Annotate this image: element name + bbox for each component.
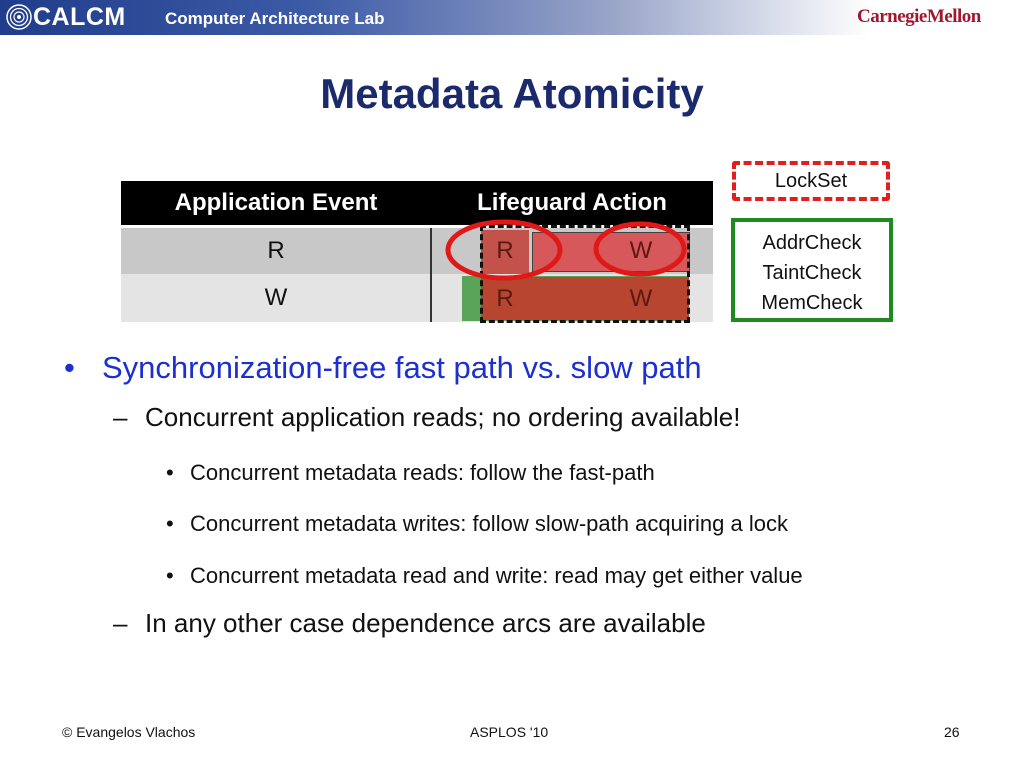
event-action-table (121, 181, 713, 322)
bullet-level3 (166, 563, 803, 589)
bullet-dot: • (166, 460, 174, 485)
bullet-text: Concurrent metadata read and write: read may get either value (190, 563, 803, 588)
bullet-dot: • (166, 563, 174, 588)
action-read-text: R (496, 285, 514, 312)
lockset-box: LockSet (732, 161, 890, 201)
checker-box (731, 218, 893, 322)
column-divider (430, 228, 432, 322)
bullet-dot: • (166, 511, 174, 536)
checker-label: MemCheck (761, 292, 863, 314)
slide-title: Metadata Atomicity (320, 70, 704, 117)
event-cell: W (264, 284, 288, 311)
action-write-text: W (629, 285, 653, 312)
bullet-text: Concurrent metadata reads: follow the fast-path (190, 460, 655, 485)
bullet-dash: – (113, 608, 128, 638)
bullet-text: In any other case dependence arcs are available (145, 608, 706, 638)
bullet-dot: • (64, 350, 75, 385)
bullet-level2 (113, 608, 706, 639)
event-cell: R (267, 237, 285, 264)
calcm-logo-text: CALCM (33, 3, 126, 31)
bullet-text: Concurrent metadata writes: follow slow-path acquiring a lock (190, 511, 788, 536)
bullet-dash: – (113, 402, 128, 432)
footer-venue: ASPLOS '10 (470, 724, 549, 740)
bullet-level3 (166, 460, 655, 486)
footer-page-number: 26 (944, 724, 960, 740)
checker-label: AddrCheck (762, 232, 862, 254)
red-circle-annotations (441, 211, 701, 281)
header-application-event: Application Event (174, 189, 378, 216)
bullet-level2 (113, 402, 741, 433)
action-read-text: R (496, 237, 514, 264)
header-lifeguard-action: Lifeguard Action (477, 189, 667, 216)
read-ellipse (448, 222, 560, 278)
cmu-logo-text: CarnegieMellon (857, 6, 981, 27)
bullet-level3 (166, 511, 788, 537)
bullet-text: Synchronization-free fast path vs. slow path (102, 350, 702, 385)
calcm-logo-icon (6, 4, 32, 30)
action-write-text: W (629, 237, 653, 264)
checker-label: TaintCheck (762, 262, 862, 284)
write-ellipse (596, 224, 684, 274)
header-bar (0, 0, 1024, 35)
bullet-text: Concurrent application reads; no ordering available! (145, 402, 741, 432)
lab-name: Computer Architecture Lab (165, 9, 385, 28)
footer-author: © Evangelos Vlachos (62, 724, 196, 740)
